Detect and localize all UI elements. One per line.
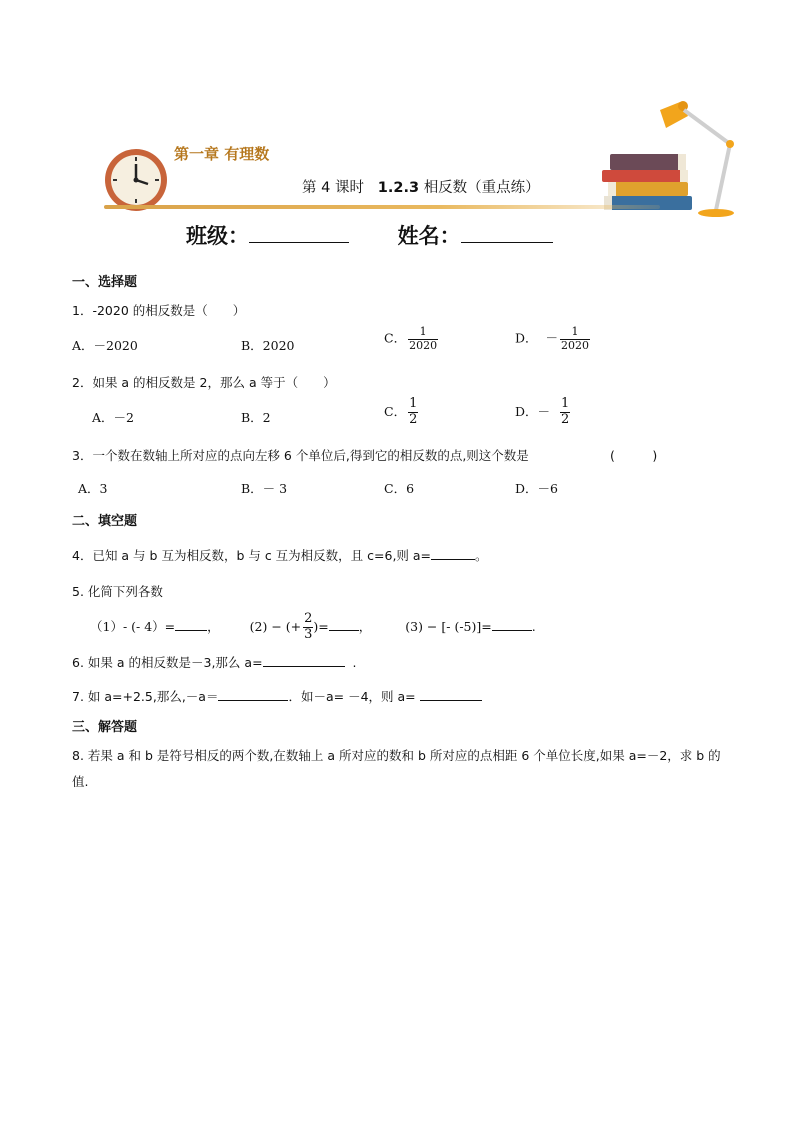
name-label: 姓名：: [397, 224, 461, 248]
q5-p2-num: 2: [304, 611, 313, 626]
q2-d-prefix: D．－: [515, 403, 551, 419]
q1-option-c: [384, 326, 438, 352]
q2-stem: 2．如果 a 的相反数是 2，那么 a 等于（ ）: [72, 375, 336, 390]
q5-p3-blank[interactable]: [492, 618, 532, 631]
lesson-prefix: 第 4 课时: [302, 180, 364, 196]
q5-p3-tail: .: [531, 618, 536, 634]
q6-tail: .: [352, 655, 357, 670]
q7-part1: 7. 如 a=+2.5,那么,－a＝: [72, 689, 219, 704]
q4-text: 4．已知 a 与 b 互为相反数，b 与 c 互为相反数，且 c=6,则 a=: [72, 548, 432, 563]
q3-option-c: C．6: [384, 481, 415, 496]
q1-option-d: [515, 326, 590, 352]
q1-c-den: 2020: [409, 338, 438, 352]
q2-c-den: 2: [409, 411, 418, 427]
q2-c-prefix: C．: [384, 403, 407, 419]
q2-c-fraction: [408, 397, 418, 428]
chapter-title: 第一章 有理数: [174, 145, 270, 163]
lesson-number: 1.2.3: [377, 180, 420, 196]
section-choice: 一、选择题: [72, 275, 138, 290]
clock-icon: [104, 148, 168, 212]
q3-option-b: B．－ 3: [241, 481, 288, 496]
q5-p2-post: )=: [313, 618, 329, 634]
q1-d-prefix: D．: [515, 330, 538, 346]
q2-c-num: 1: [409, 396, 418, 411]
class-blank[interactable]: [249, 224, 349, 243]
q2-d-den: 2: [560, 411, 570, 427]
q5-p2-fraction: [303, 612, 313, 643]
q3-stem: 3．一个数在数轴上所对应的点向左移 6 个单位后,得到它的相反数的点,则这个数是: [72, 448, 529, 463]
q2-d-num: 1: [560, 396, 570, 411]
q1-d-num: 1: [571, 325, 579, 338]
section-fill: 二、填空题: [72, 514, 138, 529]
class-name-line: [186, 220, 553, 250]
q1-c-prefix: C．: [384, 330, 407, 346]
q5-p2-blank[interactable]: [329, 618, 359, 631]
q5-p1-blank[interactable]: [175, 618, 207, 631]
lesson-title: [302, 176, 540, 197]
q2-d-fraction: [560, 397, 570, 428]
q1-d-fraction: [560, 326, 590, 352]
q1-c-num: 1: [419, 325, 427, 338]
q6: [72, 653, 356, 671]
q2-option-b: B．2: [241, 410, 271, 425]
q4-tail: 。: [475, 548, 488, 563]
q6-text: 6. 如果 a 的相反数是－3,那么 a=: [72, 655, 263, 670]
header-rule: [104, 205, 660, 209]
q1-c-fraction: [408, 326, 438, 352]
q6-blank[interactable]: [263, 654, 345, 667]
q2-option-d: [515, 397, 570, 428]
q3-option-d: D．－6: [515, 481, 558, 496]
q5-p2-pre: (2) − (+: [249, 618, 302, 634]
q3-paren: ( ): [610, 448, 658, 463]
q4: [72, 546, 488, 564]
section-answer: 三、解答题: [72, 720, 138, 735]
q1-d-den: 2020: [561, 338, 589, 352]
q7-blank-2[interactable]: [420, 688, 482, 701]
q4-blank[interactable]: [431, 547, 475, 560]
q1-option-b: B．2020: [241, 338, 295, 353]
q8-text: 8. 若果 a 和 b 是符号相反的两个数,在数轴上 a 所对应的数和 b 所对应的点相距 6 个单位长度,如果 a=－2，求 b 的值.: [72, 748, 721, 789]
books-and-lamp-icon: [600, 96, 740, 218]
q5-stem: 5. 化简下列各数: [72, 584, 163, 599]
q2-option-c: [384, 397, 418, 428]
q7-part2: ．如－a= －4，则 a=: [288, 689, 416, 704]
q1-option-a: A．－2020: [72, 338, 138, 353]
q5-p2-den: 3: [304, 626, 313, 642]
q2-option-a: A．－2: [92, 410, 134, 425]
name-blank[interactable]: [461, 224, 553, 243]
q7-blank-1[interactable]: [218, 688, 288, 701]
q7: [72, 687, 482, 705]
class-label: 班级：: [186, 224, 249, 248]
q5-p1-tail: ，: [207, 618, 220, 634]
q1-d-sign: －: [545, 330, 558, 346]
q5-p3: (3) − [- (-5)]=: [405, 618, 492, 634]
q3-option-a: A．3: [78, 481, 108, 496]
lesson-name: 相反数（重点练）: [423, 180, 540, 196]
q1-stem: 1．-2020 的相反数是（ ）: [72, 303, 246, 318]
q5-parts: [90, 612, 536, 643]
q5-p1: （1）- (- 4）=: [90, 618, 176, 634]
q5-p2-tail: ，: [358, 618, 372, 634]
